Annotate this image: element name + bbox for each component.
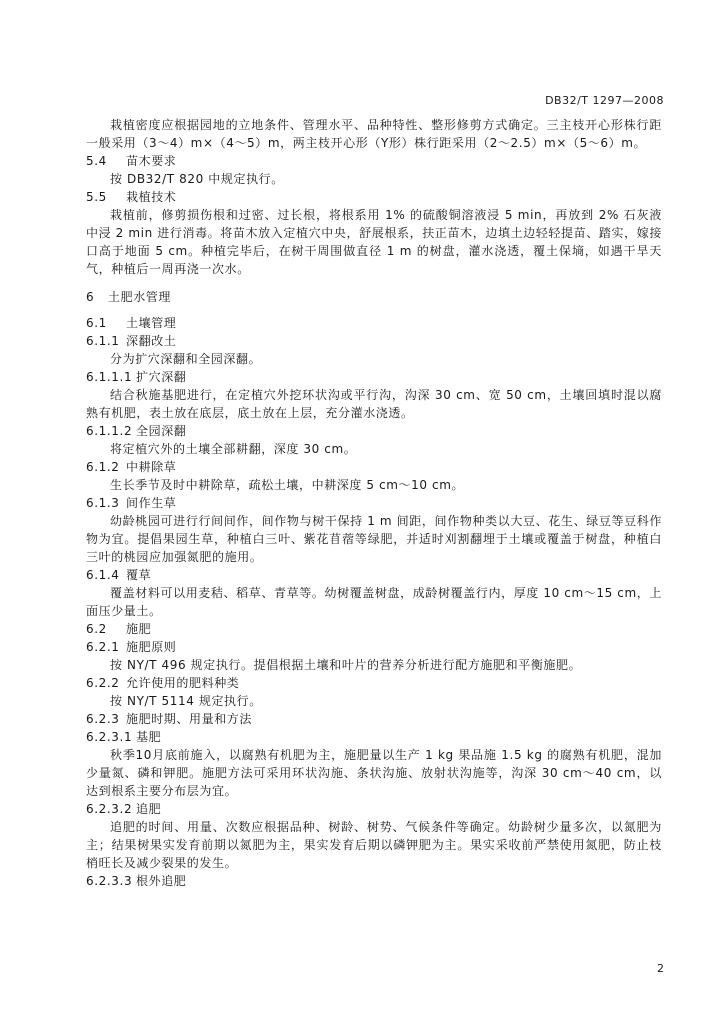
section-heading [86,422,662,440]
section-title: 覆草 [126,568,152,582]
section-title: 土肥水管理 [108,290,172,304]
section-number: 6.1.4 [86,568,120,582]
paragraph: 按 NY/T 496 规定执行。提倡根据土壤和叶片的营养分析进行配方施肥和平衡施肥。 [110,658,582,672]
section-number: 6.2.1 [86,640,120,654]
section-heading [86,674,662,692]
section-number: 6.2.3.1 [86,730,133,744]
page-number: 2 [657,962,664,975]
section-heading [86,494,662,512]
section-title: 中耕除草 [126,460,177,474]
section-heading [86,620,662,638]
section-number: 6.1.1 [86,334,120,348]
section-number: 6 [86,290,95,304]
paragraph: 按 NY/T 5114 规定执行。 [110,694,262,708]
section-title: 扩穴深翻 [136,370,187,384]
section-number: 6.2.2 [86,676,120,690]
section-title: 栽植技术 [126,190,177,204]
section-number: 6.1.3 [86,496,120,510]
section-heading [86,314,662,332]
section-heading [86,638,662,656]
section-title: 施肥原则 [126,640,177,654]
paragraph: 覆盖材料可以用麦秸、稻草、青草等。幼树覆盖树盘，成龄树覆盖行内，厚度 10 cm～15 cm，上面压少量土。 [86,586,662,618]
section-title: 允许使用的肥料种类 [126,676,240,690]
section-number: 6.2.3.3 [86,874,133,888]
section-title: 根外追肥 [136,874,187,888]
section-heading [86,152,662,170]
section-heading [86,728,662,746]
document-body [86,116,662,890]
section-number: 6.1.1.1 [86,370,133,384]
section-heading [86,710,662,728]
section-number: 6.1 [86,316,107,330]
paragraph: 按 DB32/T 820 中规定执行。 [110,172,284,186]
section-title: 施肥 [126,622,152,636]
section-heading [86,800,662,818]
section-title: 间作生草 [126,496,177,510]
paragraph: 分为扩穴深翻和全园深翻。 [110,352,262,366]
section-title: 基肥 [136,730,162,744]
paragraph: 将定植穴外的土壤全部耕翻，深度 30 cm。 [110,442,357,456]
paragraph: 秋季10月底前施入，以腐熟有机肥为主，施肥量以生产 1 kg 果品施 1.5 kg 的腐熟有机肥，混加少量氮、磷和钾肥。施肥方法可采用环状沟施、条状沟施、放射状沟施等，沟深 30 cm～40 cm，以达到根系主要分布层为宜。 [86,748,662,798]
paragraph: 栽植前，修剪损伤根和过密、过长根，将根系用 1% 的硫酸铜溶液浸 5 min，再放到 2% 石灰液中浸 2 min 进行消毒。将苗木放入定植穴中央，舒展根系，扶正苗木，边填土边轻轻提苗、踏实，嫁接口高于地面 5 cm。种植完毕后，在树干周围做直径 1 m 的树盘，灌水浇透，覆土保墒，如遇干旱天气，种植后一周再浇一次水。 [86,208,662,276]
section-title: 全园深翻 [136,424,187,438]
section-heading [86,188,662,206]
section-number: 5.5 [86,190,107,204]
section-number: 5.4 [86,154,107,168]
paragraph: 结合秋施基肥进行，在定植穴外挖环状沟或平行沟，沟深 30 cm、宽 50 cm，土壤回填时混以腐熟有机肥，表土放在底层，底土放在上层，充分灌水浇透。 [86,388,662,420]
section-heading [86,332,662,350]
section-title: 追肥 [136,802,162,816]
paragraph: 生长季节及时中耕除草，疏松土壤，中耕深度 5 cm～10 cm。 [110,478,465,492]
section-heading [86,368,662,386]
paragraph: 追肥的时间、用量、次数应根据品种、树龄、树势、气候条件等确定。幼龄树少量多次，以氮肥为主；结果树果实发育前期以氮肥为主，果实发育后期以磷钾肥为主。果实采收前严禁使用氮肥，防止枝梢旺长及减少裂果的发生。 [86,820,662,870]
section-heading [86,458,662,476]
section-number: 6.1.1.2 [86,424,133,438]
section-title: 深翻改土 [126,334,177,348]
section-heading [86,566,662,584]
section-title: 苗木要求 [126,154,177,168]
section-title: 土壤管理 [126,316,177,330]
section-number: 6.2.3.2 [86,802,133,816]
paragraph: 幼龄桃园可进行行间间作，间作物与树干保持 1 m 间距，间作物种类以大豆、花生、绿豆等豆科作物为宜。提倡果园生草，种植白三叶、紫花苜蓿等绿肥，并适时刈割翻埋于土壤或覆盖于树盘，种植白三叶的桃园应加强氮肥的施用。 [86,514,662,564]
section-title: 施肥时期、用量和方法 [126,712,253,726]
section-number: 6.1.2 [86,460,120,474]
section-heading [86,872,662,890]
paragraph: 栽植密度应根据园地的立地条件、管理水平、品种特性、整形修剪方式确定。三主枝开心形株行距一般采用（3～4）m×（4～5）m，两主枝开心形（Y形）株行距采用（2～2.5）m×（5～6）m。 [86,118,662,150]
section-number: 6.2.3 [86,712,120,726]
section-number: 6.2 [86,622,107,636]
standard-code: DB32/T 1297—2008 [545,94,664,107]
section-heading [86,288,662,306]
